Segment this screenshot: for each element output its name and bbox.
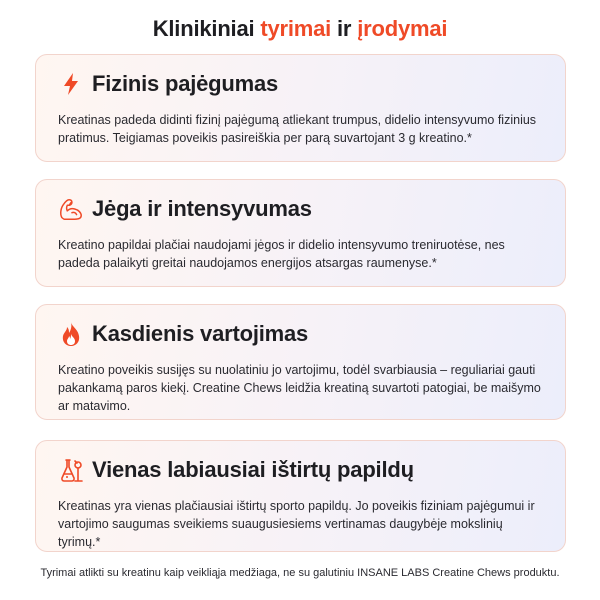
card-strength-intensity [35, 179, 566, 287]
card-physical-performance [35, 54, 566, 162]
title-part-1: Klinikiniai [152, 16, 261, 41]
title-part-4: įrodymai [357, 16, 448, 41]
card-most-studied [35, 440, 566, 552]
card-text: Kreatino poveikis susijęs su nuolatiniu jo vartojimu, todėl svarbiausia – reguliariai gauti pakankamą paros kiekį. Creatine Chews leidžia kreatiną suvartoti patogiai, be maišymo ar matavimo. [58, 363, 541, 413]
card-text: Kreatinas yra vienas plačiausiai ištirtų sporto papildų. Jo poveikis fiziniam pajėgumui ir vartojimo saugumas sveikiems suaugusiesiems vertinamas daugybėje mokslinių tyrimų.* [58, 499, 535, 549]
card-title: Kasdienis vartojimas [92, 321, 309, 346]
lightning-icon [58, 71, 84, 97]
flexed-arm-icon [58, 196, 84, 222]
page-title [0, 16, 600, 42]
card-text: Kreatinas padeda didinti fizinį pajėgumą atliekant trumpus, didelio intensyvumo fizinius pratimus. Teigiamas poveikis pasireiškia per parą suvartojant 3 g kreatino.* [58, 113, 537, 145]
card-title: Vienas labiausiai ištirtų papildų [92, 457, 414, 482]
card-title: Jėga ir intensyvumas [92, 196, 312, 221]
footnote: Tyrimai atlikti su kreatinu kaip veikliąja medžiaga, ne su galutiniu INSANE LABS Creatine Chews produktu. [40, 567, 560, 579]
card-daily-use [35, 304, 566, 420]
lab-flask-icon [58, 457, 84, 483]
title-part-2: tyrimai [260, 16, 332, 41]
card-text: Kreatino papildai plačiai naudojami jėgos ir didelio intensyvumo treniruotėse, nes padeda palaikyti greitai naudojamos energijos atsargas raumenyse.* [58, 238, 505, 270]
title-part-3: ir [331, 16, 358, 41]
card-title: Fizinis pajėgumas [92, 71, 279, 96]
flame-icon [58, 321, 84, 347]
